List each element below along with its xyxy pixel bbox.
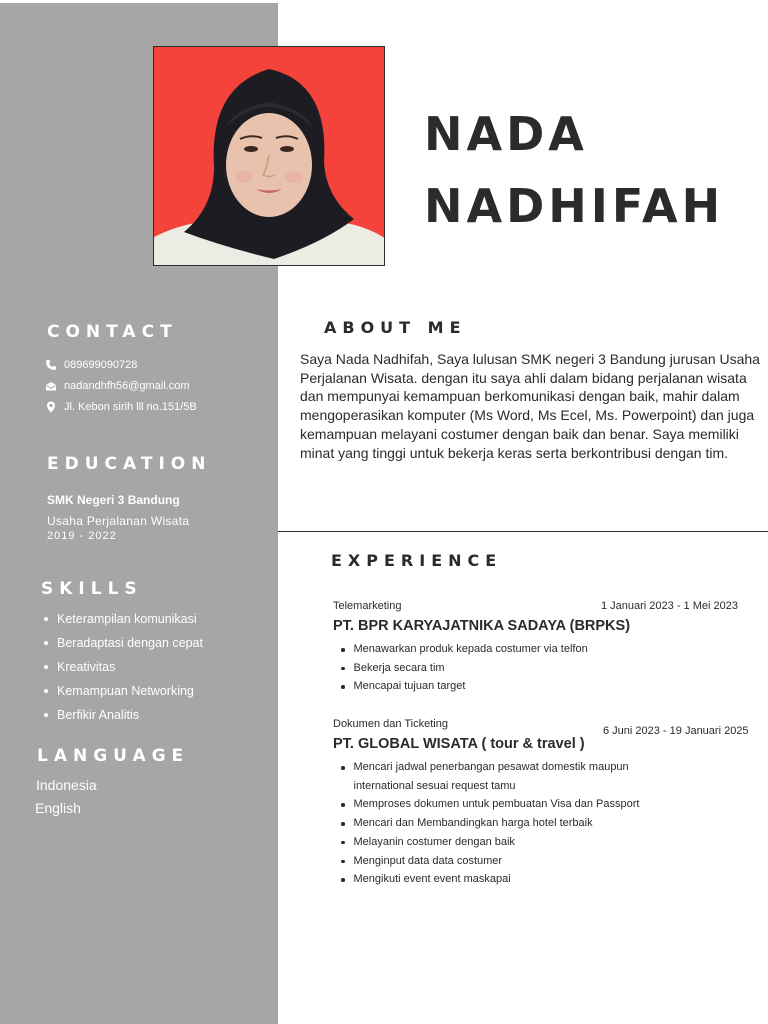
address-text: Jl. Kebon sirih lll no.151/5B [64, 401, 197, 413]
bullet [341, 667, 345, 671]
list-item [44, 703, 203, 727]
job-role: Dokumen dan Ticketing [333, 718, 448, 730]
list-item [341, 852, 661, 871]
mail-icon [45, 380, 57, 392]
job-dates: 1 Januari 2023 - 1 Mei 2023 [601, 600, 738, 612]
contact-address [45, 401, 197, 413]
bullet [341, 841, 345, 845]
list-item [341, 659, 661, 678]
location-pin-icon [45, 401, 57, 413]
last-name: NADHIFAH [424, 179, 725, 233]
skill-label: Kreativitas [57, 660, 116, 674]
list-item [341, 833, 661, 852]
duty-text: Bekerja secara tim [353, 661, 445, 674]
bullet [341, 860, 345, 864]
skill-label: Keterampilan komunikasi [57, 612, 197, 626]
about-heading: ABOUT ME [324, 318, 467, 337]
list-item [341, 795, 661, 814]
language-item: English [35, 800, 81, 816]
duty-text: Memproses dokumen untuk pembuatan Visa dan Passport [353, 798, 640, 811]
education-school: SMK Negeri 3 Bandung [47, 493, 180, 507]
phone-icon [45, 359, 57, 371]
profile-photo [153, 46, 385, 266]
about-text: Saya Nada Nadhifah, Saya lulusan SMK negeri 3 Bandung jurusan Usaha Perjalanan Wisata. dengan itu saya ahli dalam bidang perjalanan wisata dan mempunyai kemampuan berkomunikasi dengan baik, mahir dalam mengoperasikan komputer (Ms Word, Ms Ecel, Ms. Powerpoint) dan juga kemampuan melayani costumer dengan baik dan benar. Saya memiliki minat yang tinggi untuk bekerja keras serta berkontribusi dengan tim. [300, 351, 760, 461]
email-address[interactable]: nadandhfh56@gmail.com [64, 380, 190, 392]
job-duties [341, 640, 661, 696]
experience-heading: EXPERIENCE [331, 551, 503, 570]
list-item [341, 640, 661, 659]
bullet [341, 648, 345, 652]
bullet [341, 878, 345, 882]
skills-heading: SKILLS [41, 579, 143, 599]
bullet [341, 803, 345, 807]
list-item [341, 870, 661, 889]
list-item [44, 631, 203, 655]
job-dates: 6 Juni 2023 - 19 Januari 2025 [603, 725, 749, 737]
list-item [341, 814, 661, 833]
education-major: Usaha Perjalanan Wisata [47, 514, 190, 528]
job-role: Telemarketing [333, 600, 402, 612]
list-item [44, 679, 203, 703]
duty-text: Mencari jadwal penerbangan pesawat domestik maupun international sesuai request tamu [353, 761, 629, 792]
list-item [341, 677, 661, 696]
skills-list [44, 607, 203, 727]
section-divider [278, 531, 768, 532]
duty-text: Mencari dan Membandingkan harga hotel terbaik [353, 817, 593, 830]
duty-text: Menginput data data costumer [353, 854, 503, 867]
bullet [44, 641, 48, 645]
education-years: 2019 - 2022 [47, 530, 117, 542]
list-item [44, 607, 203, 631]
phone-number[interactable]: 089699090728 [64, 359, 138, 371]
duty-text: Mengikuti event event maskapai [353, 873, 511, 886]
bullet [341, 685, 345, 689]
job-company: PT. BPR KARYAJATNIKA SADAYA (BRPKS) [333, 618, 631, 634]
skill-label: Kemampuan Networking [57, 684, 194, 698]
bullet [44, 665, 48, 669]
skill-label: Beradaptasi dengan cepat [57, 636, 203, 650]
first-name: NADA [424, 107, 588, 161]
contact-heading: CONTACT [47, 322, 178, 342]
list-item [44, 655, 203, 679]
bullet [341, 822, 345, 826]
contact-email [45, 380, 190, 392]
language-heading: LANGUAGE [37, 746, 190, 766]
language-item: Indonesia [36, 777, 97, 793]
bullet [44, 713, 48, 717]
skill-label: Berfikir Analitis [57, 708, 139, 722]
job-duties [341, 758, 661, 889]
education-heading: EDUCATION [47, 454, 212, 474]
bullet [341, 766, 345, 770]
job-company: PT. GLOBAL WISATA ( tour & travel ) [333, 736, 585, 752]
duty-text: Melayanin costumer dengan baik [353, 835, 515, 848]
bullet [44, 617, 48, 621]
full-name [424, 98, 724, 242]
contact-phone [45, 359, 137, 371]
bullet [44, 689, 48, 693]
list-item [341, 758, 661, 795]
duty-text: Menawarkan produk kepada costumer via telfon [353, 643, 588, 655]
duty-text: Mencapai tujuan target [353, 680, 466, 693]
